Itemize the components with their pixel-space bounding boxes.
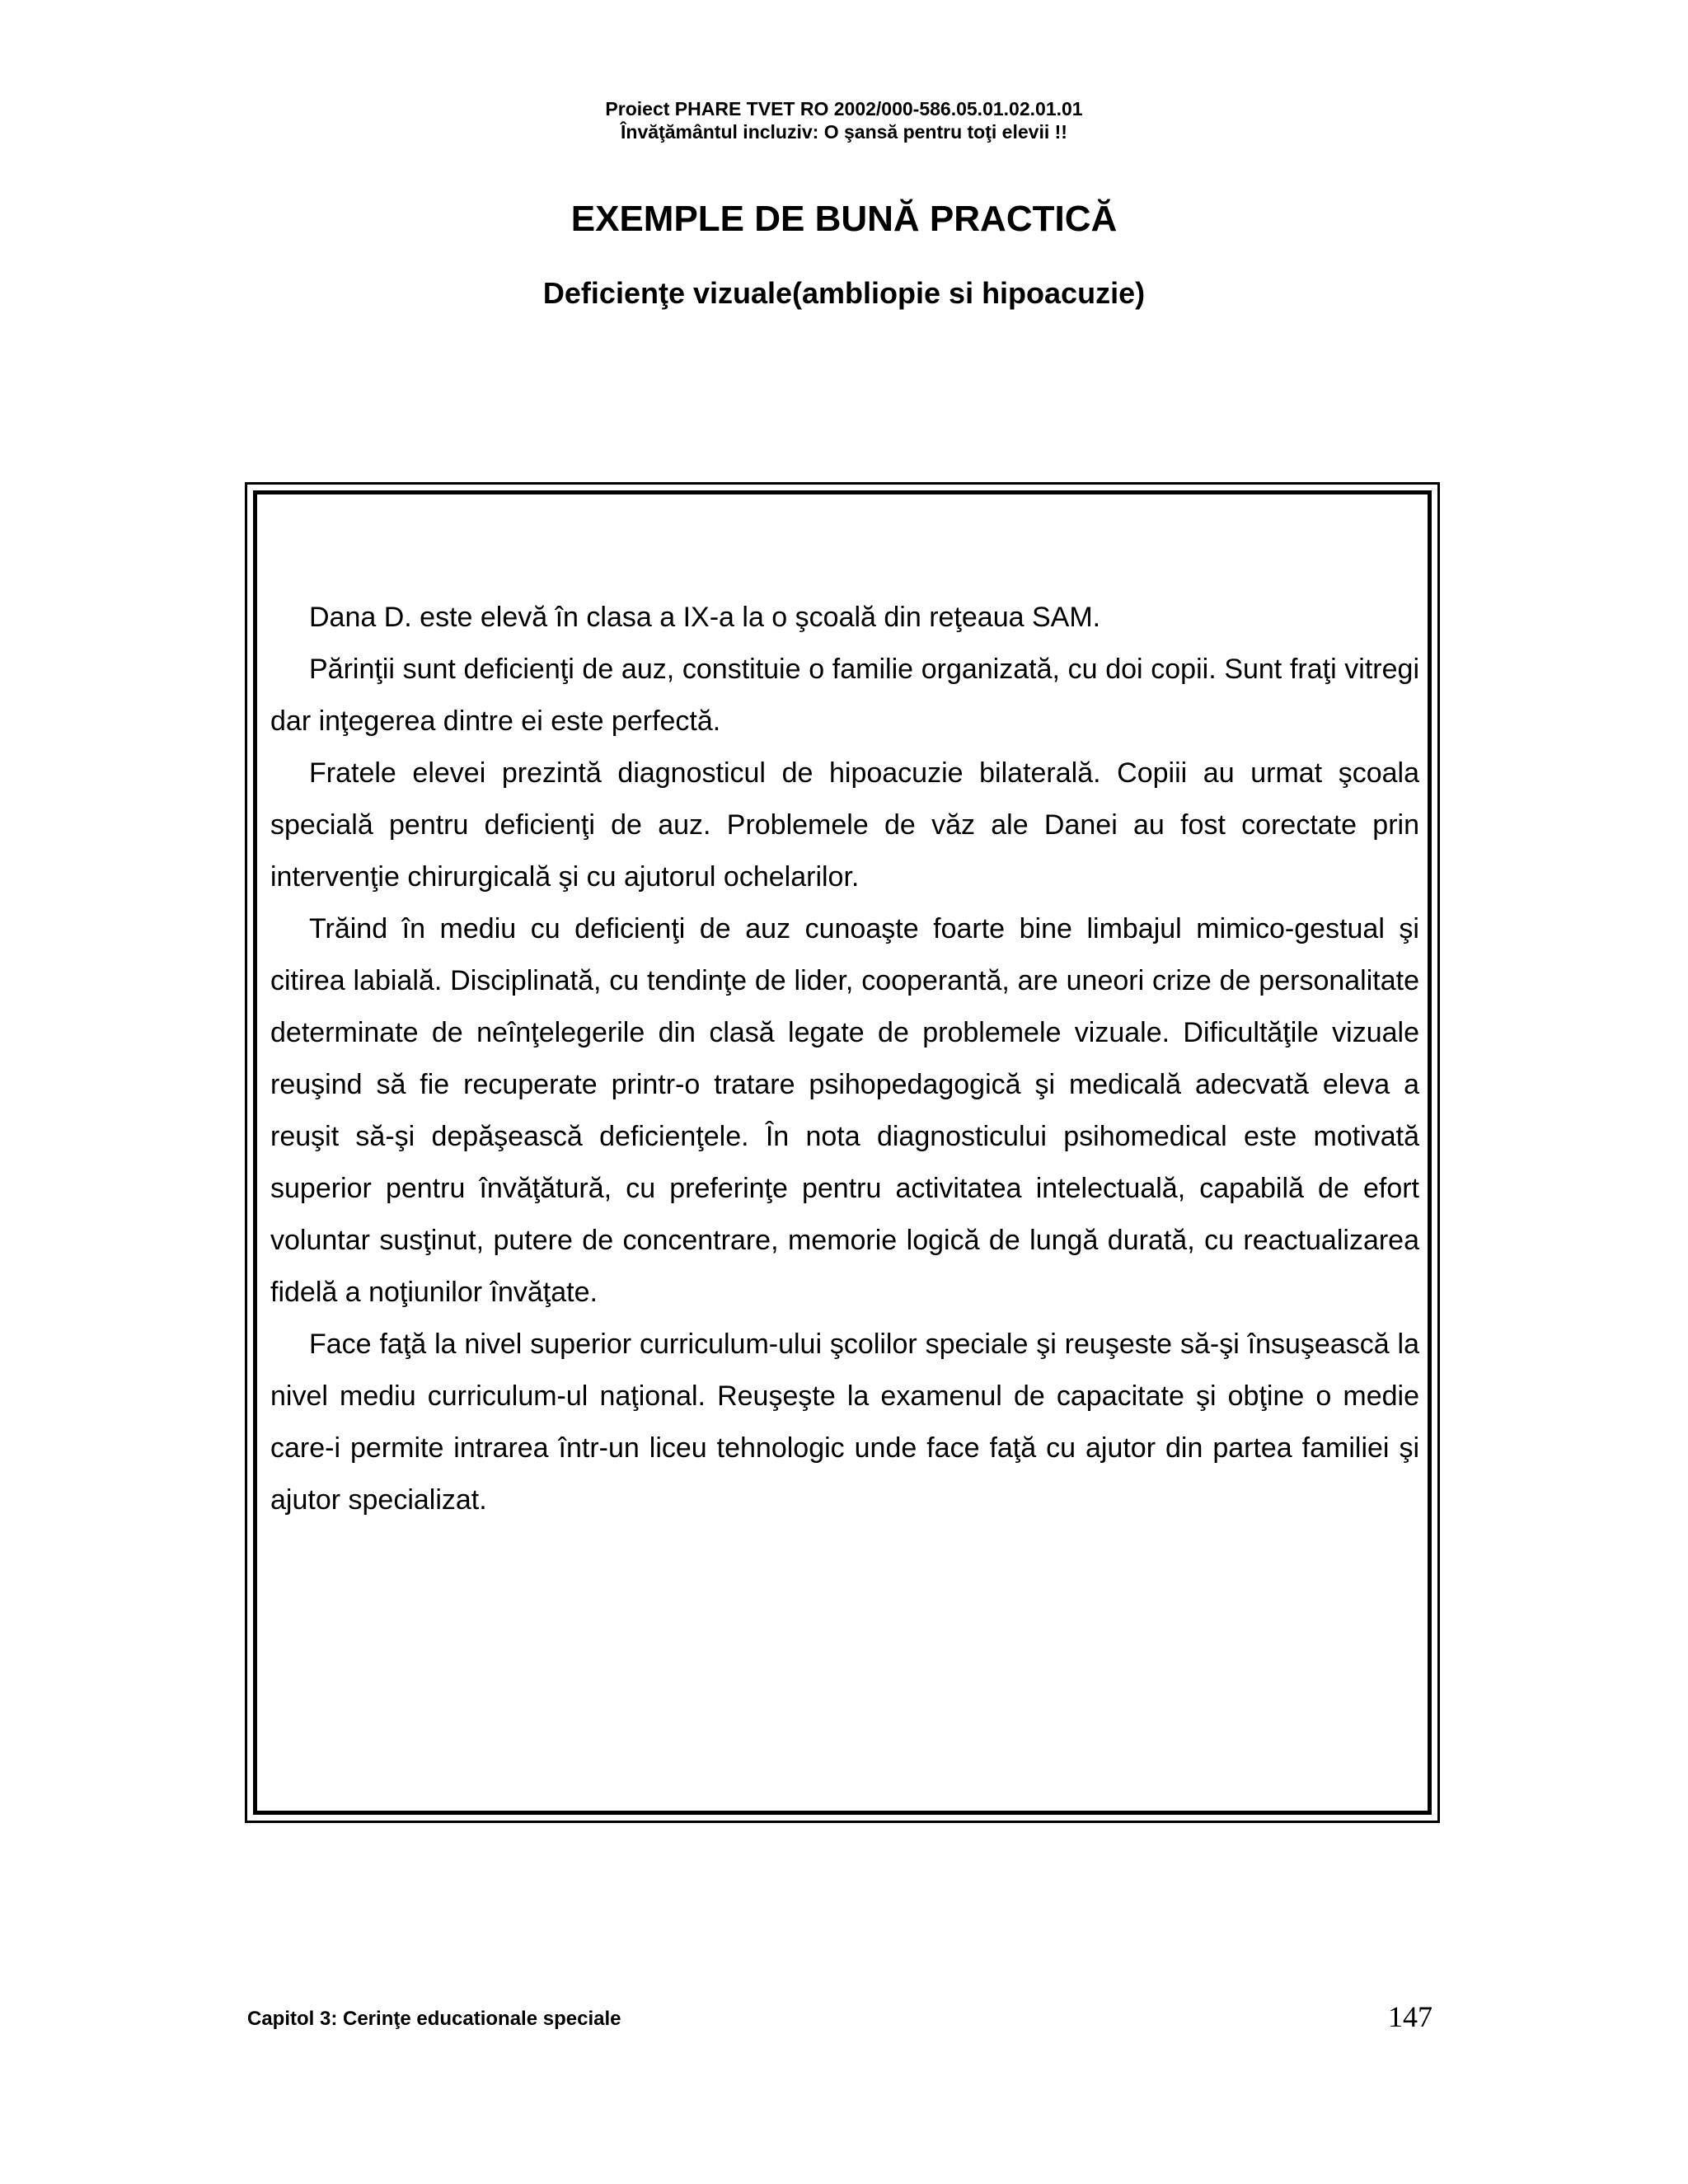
case-study-text (270, 592, 1419, 1526)
paragraph: Face faţă la nivel superior curriculum-ului şcolilor speciale şi reuşeste să-şi însuşească la nivel mediu curriculum-ul naţional. Reuşeşte la examenul de capacitate şi obţine o medie care-i permite intrarea într-un liceu tehnologic unde face faţă cu ajutor din partea familiei şi ajutor specializat. (270, 1329, 1419, 1516)
page-subtitle: Deficienţe vizuale(ambliopie si hipoacuzie) (542, 276, 1146, 310)
project-code: Proiect PHARE TVET RO 2002/000-586.05.01.02.01.01 (605, 98, 1083, 120)
paragraph: Fratele elevei prezintă diagnosticul de hipoacuzie bilaterală. Copiii au urmat şcoala specială pentru deficienţi de auz. Problemele de văz ale Danei au fost corectate prin intervenţie chirurgicală şi cu ajutorul ochelarilor. (270, 757, 1419, 893)
paragraph: Părinţii sunt deficienţi de auz, constituie o familie organizată, cu doi copii. Sunt fraţi vitregi dar inţegerea dintre ei este perfectă. (270, 654, 1419, 737)
footer-chapter: Capitol 3: Cerinţe educationale speciale (247, 2008, 621, 2030)
page-header (0, 97, 1688, 143)
page-title: EXEMPLE DE BUNĂ PRACTICĂ (570, 199, 1118, 239)
project-slogan: Învăţământul incluziv: O şansă pentru toţi elevii !! (621, 121, 1067, 143)
paragraph: Trăind în mediu cu deficienţi de auz cunoaşte foarte bine limbajul mimico-gestual şi citirea labială. Disciplinată, cu tendinţe de lider, cooperantă, are uneori crize de personalitate determinate de neînţelegerile din clasă legate de problemele vizuale. Dificultăţile vizuale reuşind să fie recuperate printr-o tratare psihopedagogică şi medicală adecvată eleva a reuşit să-şi depăşească deficienţele. În nota diagnosticului psihomedical este motivată superior pentru învăţătură, cu preferinţe pentru activitatea intelectuală, capabilă de efort voluntar susţinut, putere de concentrare, memorie logică de lungă durată, cu reactualizarea fidelă a noţiunilor învăţate. (270, 913, 1419, 1308)
paragraph: Dana D. este elevă în clasa a IX-a la o şcoală din reţeaua SAM. (309, 602, 1101, 633)
page-number: 147 (1388, 2000, 1432, 2033)
